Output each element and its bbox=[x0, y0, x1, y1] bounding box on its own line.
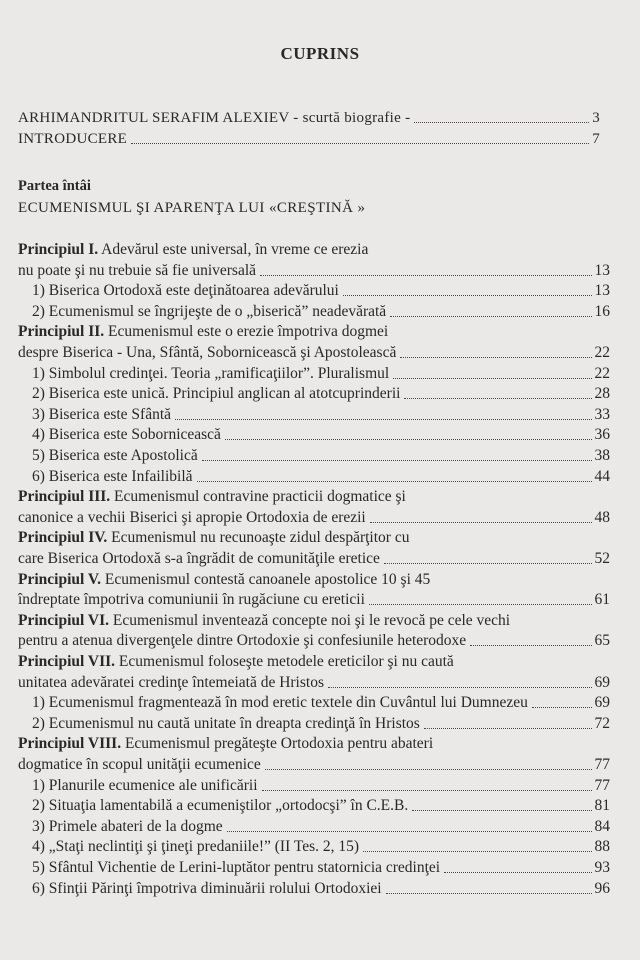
page-title: CUPRINS bbox=[280, 44, 360, 63]
principle-number: Principiul VI. bbox=[18, 611, 110, 629]
toc-subentry bbox=[18, 796, 610, 816]
toc-page-number: 81 bbox=[594, 797, 610, 815]
toc-principle-continuation bbox=[18, 631, 610, 651]
toc-page-number: 52 bbox=[594, 550, 610, 567]
toc-principle-line bbox=[18, 611, 510, 631]
toc-page-number: 36 bbox=[594, 426, 610, 444]
toc-page-number: 88 bbox=[594, 838, 610, 856]
toc-page-number: 65 bbox=[594, 632, 610, 650]
part-title: ECUMENISMUL ŞI APARENŢA LUI «CREŞTINĂ » bbox=[18, 200, 366, 216]
toc-principle-continuation bbox=[18, 590, 610, 610]
leader-dots bbox=[260, 275, 591, 276]
leader-dots bbox=[131, 143, 589, 144]
subentry-text: 2) Ecumenismul nu caută unitate în dreapta credinţă în Hristos bbox=[32, 714, 420, 732]
toc-principle-continuation bbox=[18, 343, 610, 363]
principle-text: despre Biserica - Una, Sfântă, Sobornicească şi Apostolească bbox=[18, 344, 397, 361]
leader-dots bbox=[400, 357, 591, 358]
subentry-text: 6) Biserica este Infailibilă bbox=[32, 467, 193, 485]
principle-number: Principiul V. bbox=[18, 570, 101, 588]
toc-page-number: 96 bbox=[594, 879, 610, 897]
subentry-text: 2) Situaţia lamentabilă a ecumeniştilor „ortodocşi” în C.E.B. bbox=[32, 797, 409, 815]
toc-principle-line bbox=[18, 487, 406, 507]
leader-dots bbox=[444, 872, 591, 873]
leader-dots bbox=[225, 439, 592, 440]
toc-page-number: 38 bbox=[594, 447, 610, 464]
principle-text: unitatea adevăratei credinţe întemeiată de Hristos bbox=[18, 673, 324, 691]
toc-subentry bbox=[18, 837, 610, 857]
subentry-text: 3) Biserica este Sfântă bbox=[32, 405, 172, 423]
subentry-text: 1) Ecumenismul fragmentează în mod eretic textele din Cuvântul lui Dumnezeu bbox=[32, 694, 528, 712]
leader-dots bbox=[227, 831, 592, 832]
toc-principle-line bbox=[18, 322, 388, 342]
subentry-text: 2) Biserica este unică. Principiul anglican al atotcuprinderii bbox=[32, 385, 401, 403]
leader-dots bbox=[370, 522, 592, 523]
leader-dots bbox=[390, 316, 591, 317]
principle-number: Principiul I. bbox=[18, 241, 99, 258]
toc-page-number: 16 bbox=[594, 302, 610, 320]
toc-page-number: 13 bbox=[594, 282, 610, 300]
toc-entry-text: ARHIMANDRITUL SERAFIM ALEXIEV - scurtă biografie - bbox=[18, 110, 411, 126]
toc-principle-line bbox=[18, 528, 409, 548]
toc-principle-line bbox=[18, 240, 368, 260]
toc-subentry bbox=[18, 817, 610, 837]
toc-page-number: 72 bbox=[594, 714, 610, 732]
toc-page-number: 7 bbox=[592, 131, 600, 147]
part-label: Partea întâi bbox=[18, 178, 91, 194]
toc-principle-continuation bbox=[18, 508, 610, 528]
subentry-text: 2) Ecumenismul se îngrijeşte de o „biserică” neadevărată bbox=[32, 302, 387, 320]
leader-dots bbox=[197, 481, 592, 482]
leader-dots bbox=[202, 460, 592, 461]
subentry-text: 4) „Staţi neclintiţi şi ţineţi predaniile!” (II Tes. 2, 15) bbox=[32, 838, 360, 856]
subentry-text: 3) Primele abateri de la dogme bbox=[32, 817, 223, 835]
toc-principle-line bbox=[18, 652, 454, 672]
toc-subentry bbox=[18, 693, 610, 713]
toc-page-number: 3 bbox=[592, 110, 600, 126]
toc-principle-continuation bbox=[18, 673, 610, 693]
principle-text: dogmatice în scopul unităţii ecumenice bbox=[18, 756, 261, 773]
toc-page-number: 22 bbox=[594, 344, 610, 361]
toc-entry-introduction bbox=[18, 129, 600, 149]
toc-page-number: 69 bbox=[594, 673, 610, 691]
toc-subentry bbox=[18, 858, 610, 878]
leader-dots bbox=[363, 851, 591, 852]
leader-dots bbox=[175, 419, 591, 420]
principle-text: Ecumenismul contestă canoanele apostolice 10 şi 45 bbox=[100, 570, 431, 588]
toc-subentry bbox=[18, 405, 610, 425]
leader-dots bbox=[424, 728, 592, 729]
leader-dots bbox=[414, 122, 589, 123]
principle-text: care Biserica Ortodoxă s-a îngrădit de comunităţile eretice bbox=[18, 550, 380, 567]
toc-principle-continuation bbox=[18, 261, 610, 281]
toc-subentry bbox=[18, 714, 610, 734]
toc-entry-biography bbox=[18, 108, 600, 128]
toc-subentry bbox=[18, 281, 610, 301]
toc-page-number: 44 bbox=[594, 467, 610, 485]
principle-text: pentru a atenua divergenţele dintre Ortodoxie şi confesiunile heterodoxe bbox=[18, 632, 467, 650]
leader-dots bbox=[532, 707, 592, 708]
toc-entry-text: INTRODUCERE bbox=[18, 131, 128, 147]
toc-subentry bbox=[18, 425, 610, 445]
toc-subentry bbox=[18, 879, 610, 899]
principle-text: Ecumenismul foloseşte metodele ereticilor şi nu caută bbox=[115, 653, 454, 670]
principle-text: îndreptate împotriva comuniunii în rugăciune cu ereticii bbox=[18, 591, 365, 609]
toc-subentry bbox=[18, 364, 610, 384]
toc-subentry bbox=[18, 302, 610, 322]
toc-page-number: 84 bbox=[594, 817, 610, 835]
leader-dots bbox=[369, 604, 592, 605]
principle-number: Principiul IV. bbox=[18, 529, 108, 547]
toc-subentry bbox=[18, 467, 610, 487]
leader-dots bbox=[265, 769, 592, 770]
subentry-text: 1) Biserica Ortodoxă este deţinătoarea adevărului bbox=[32, 282, 339, 300]
principle-text: Ecumenismul nu recunoaşte zidul despărţitor cu bbox=[107, 529, 410, 547]
leader-dots bbox=[343, 295, 592, 296]
toc-subentry bbox=[18, 446, 610, 466]
leader-dots bbox=[470, 645, 591, 646]
principle-text: Ecumenismul pregăteşte Ortodoxia pentru abateri bbox=[121, 735, 434, 753]
principle-number: Principiul VIII. bbox=[18, 735, 122, 753]
principle-text: nu poate şi nu trebuie să fie universală bbox=[18, 261, 257, 279]
principle-number: Principiul II. bbox=[18, 323, 105, 341]
toc-principle-line bbox=[18, 570, 430, 590]
toc-page-number: 93 bbox=[594, 859, 610, 876]
toc-page-number: 13 bbox=[594, 261, 610, 279]
principle-text: Adevărul este universal, în vreme ce erezia bbox=[98, 241, 369, 258]
toc-page-number: 48 bbox=[594, 508, 610, 526]
subentry-text: 1) Simbolul credinţei. Teoria „ramificaţiilor”. Pluralismul bbox=[32, 364, 390, 382]
toc-page-number: 22 bbox=[594, 364, 610, 382]
toc-page-number: 77 bbox=[594, 756, 610, 773]
toc-page-number: 28 bbox=[594, 385, 610, 403]
leader-dots bbox=[404, 398, 591, 399]
toc-principle-continuation bbox=[18, 549, 610, 569]
leader-dots bbox=[412, 810, 591, 811]
principle-text: Ecumenismul este o erezie împotriva dogmei bbox=[104, 323, 389, 341]
subentry-text: 4) Biserica este Sobornicească bbox=[32, 426, 221, 444]
toc-principle-continuation bbox=[18, 755, 610, 775]
subentry-text: 5) Biserica este Apostolică bbox=[32, 447, 198, 464]
principle-text: canonice a vechii Biserici şi apropie Ortodoxia de erezii bbox=[18, 508, 366, 526]
principle-text: Ecumenismul contravine practicii dogmatice şi bbox=[110, 488, 406, 506]
subentry-text: 1) Planurile ecumenice ale unificării bbox=[32, 776, 258, 794]
toc-page-number: 61 bbox=[594, 591, 610, 609]
toc-page-number: 77 bbox=[594, 776, 610, 794]
toc-page-number: 69 bbox=[594, 694, 610, 712]
leader-dots bbox=[393, 378, 591, 379]
toc-page-number: 33 bbox=[594, 405, 610, 423]
principle-number: Principiul III. bbox=[18, 488, 111, 506]
principle-number: Principiul VII. bbox=[18, 653, 116, 670]
toc-subentry bbox=[18, 384, 610, 404]
leader-dots bbox=[386, 893, 592, 894]
toc-principle-line bbox=[18, 734, 433, 754]
leader-dots bbox=[262, 790, 592, 791]
subentry-text: 6) Sfinţii Părinţi împotriva diminuării rolului Ortodoxiei bbox=[32, 879, 382, 897]
subentry-text: 5) Sfântul Vichentie de Lerini-luptător pentru statornicia credinţei bbox=[32, 859, 441, 876]
leader-dots bbox=[328, 687, 592, 688]
toc-subentry bbox=[18, 776, 610, 796]
principle-text: Ecumenismul inventează concepte noi şi le revocă pe cele vechi bbox=[109, 611, 511, 629]
leader-dots bbox=[384, 563, 592, 564]
